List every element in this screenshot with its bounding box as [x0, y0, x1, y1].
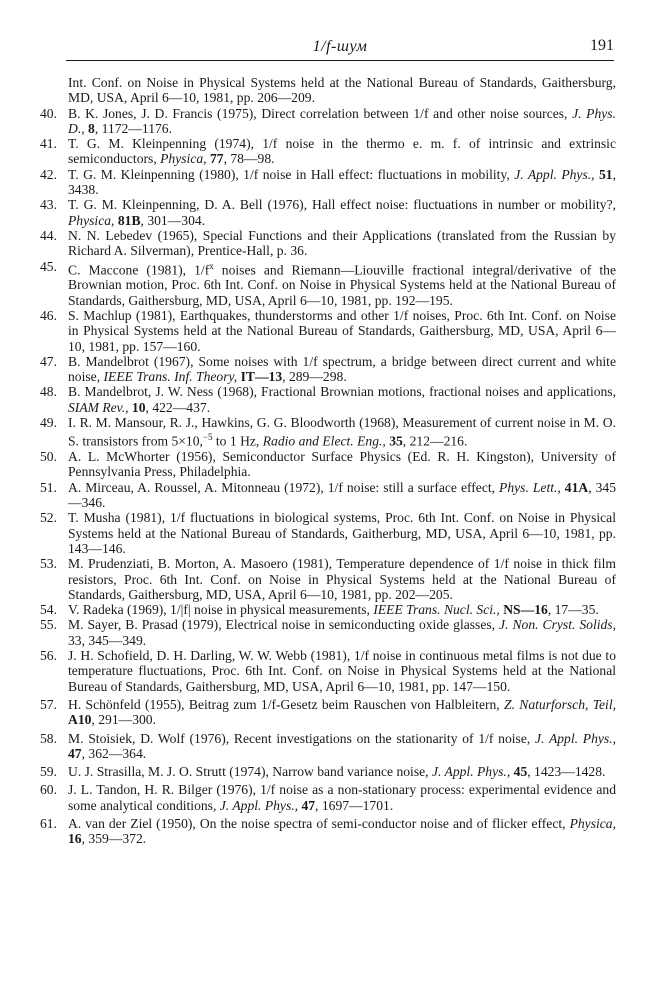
reference-text: , 78—98. [223, 151, 275, 167]
reference-number: 41. [40, 136, 57, 152]
reference-entry [40, 764, 616, 779]
reference-entry [40, 384, 616, 415]
reference-entry [40, 228, 616, 259]
reference-entry [40, 167, 616, 198]
reference-text: T. G. M. Kleinpenning (1980), 1/f noise in Hall effect: fluctuations in mobility, [68, 166, 515, 182]
reference-text: J. Appl. Phys., [514, 166, 595, 182]
reference-entry [40, 697, 616, 728]
reference-entry [40, 259, 616, 308]
reference-text: NS—16 [503, 602, 548, 618]
reference-text: , 1172—1176. [94, 120, 172, 136]
reference-entry [40, 415, 616, 449]
reference-text: Physica, [160, 151, 207, 167]
reference-text: to 1 Hz, [212, 433, 263, 449]
reference-entry [40, 197, 616, 228]
reference-number: 46. [40, 307, 57, 323]
reference-number: 45. [40, 258, 57, 274]
reference-text: M. Stoisiek, D. Wolf (1976), Recent investigations on the stationarity of 1/f noise, [68, 730, 536, 746]
reference-text: IEEE Trans. Nucl. Sci., [373, 602, 500, 618]
reference-text: 45 [513, 764, 528, 780]
reference-text: Physica, [569, 816, 616, 832]
reference-text: J. Appl. Phys., [431, 764, 511, 780]
reference-text: , 17—35. [547, 602, 599, 618]
reference-text: Int. Conf. on Noise in Physical Systems held at the National Bureau of Standards, Gaithersburg, MD, USA, April 6—10, 1981, pp. 206—209. [68, 75, 616, 106]
reference-text: J. Appl. Phys., [219, 797, 299, 813]
reference-text: Phys. Lett., [499, 479, 561, 495]
reference-text: 51 [598, 166, 613, 182]
reference-text: T. Musha (1981), 1/f fluctuations in biological systems, Proc. 6th Int. Conf. on Noise in Physical Systems held at the National Bureau of Standards, Gaitherburg, MD, USA, April 6—10, 1981, pp. 143—146. [68, 510, 616, 556]
reference-text: C. Maccone (1981), 1/f [68, 262, 210, 278]
reference-number: 50. [40, 449, 57, 465]
reference-entry [40, 731, 616, 762]
reference-text: A. Mirceau, A. Roussel, A. Mitonneau (1972), 1/f noise: still a surface effect, [68, 479, 500, 495]
reference-text: , 359—372. [81, 831, 147, 847]
reference-number: 48. [40, 384, 57, 400]
reference-text: B. Mandelbrot (1967), Some noises with 1/f spectrum, a bridge between direct current and white noise, [68, 353, 616, 385]
reference-number: 58. [40, 730, 57, 746]
reference-text: J. H. Schofield, D. H. Darling, W. W. Webb (1981), 1/f noise in continuous metal films is not due to temperature fluctuations, Proc. 6th Int. Conf. on Noise in Physical Systems held at the National Bureau of Standards, Gaithersburg, MD, USA, April 6—10, 1981, pp. 147—150. [68, 648, 616, 694]
reference-text: 10 [131, 399, 146, 415]
reference-number: 40. [40, 105, 57, 121]
reference-entry [40, 556, 616, 602]
reference-text: J. Non. Cryst. Solids, [499, 617, 616, 633]
page-header [66, 36, 614, 61]
reference-text: 41A [564, 479, 589, 495]
reference-number: 60. [40, 782, 57, 798]
reference-text: , 3438. [68, 166, 616, 198]
reference-text: J. Appl. Phys., [535, 730, 616, 746]
reference-text: , 1697—1701. [315, 797, 394, 813]
reference-text: V. Radeka (1969), 1/|f| noise in physical measurements, [68, 602, 374, 618]
reference-text: , 362—364. [81, 745, 147, 761]
reference-text: N. N. Lebedev (1965), Special Functions and their Applications (translated from the Russian by Richard A. Silverman), Prentice-Hall, p. 36. [68, 227, 616, 259]
reference-number: 52. [40, 510, 57, 526]
reference-entry [40, 816, 616, 847]
reference-text: T. G. M. Kleinpenning, D. A. Bell (1976), Hall effect noise: fluctuations in number or mobility?, [68, 197, 616, 213]
reference-text: , 301—304. [140, 212, 206, 228]
reference-number: 44. [40, 227, 57, 243]
page-number: 191 [590, 37, 614, 54]
reference-entry [40, 510, 616, 556]
reference-text: A. L. McWhorter (1956), Semiconductor Surface Physics (Ed. R. H. Kingston), University of Pennsylvania Press, Philadelphia. [68, 449, 616, 480]
reference-text: U. J. Strasilla, M. J. O. Strutt (1974), Narrow band variance noise, [68, 764, 432, 780]
reference-text: noises and Riemann—Liouville fractional integral/derivative of the Brownian motion, Proc. 6th Int. Conf. on Noise in Physical Systems held at the National Bureau of Standards, Gaithersburg, MD, USA, April 6—10, 1981, pp. 192—195. [68, 262, 616, 308]
reference-text: T. G. M. Kleinpenning (1974), 1/f noise in the thermo e. m. f. of intrinsic and extrinsic semiconductors, [68, 136, 616, 167]
reference-number: 51. [40, 479, 57, 495]
reference-entry [40, 354, 616, 385]
reference-text: 8 [88, 120, 95, 136]
reference-text: , 1423—1428. [527, 764, 606, 780]
reference-text: SIAM Rev., [68, 399, 129, 415]
reference-number: 43. [40, 197, 57, 213]
reference-text: IEEE Trans. Inf. Theory, [103, 369, 238, 385]
reference-number: 49. [40, 415, 57, 431]
reference-text: J. Phys. D., [68, 105, 616, 136]
reference-entry [40, 602, 616, 617]
reference-number: 57. [40, 696, 57, 712]
reference-text: Radio and Elect. Eng., [262, 433, 386, 449]
reference-text: , 212—216. [402, 433, 468, 449]
reference-text: M. Sayer, B. Prasad (1979), Electrical noise in semiconducting oxide glasses, [68, 617, 500, 633]
reference-entry [40, 648, 616, 694]
reference-text: 81B [117, 212, 141, 228]
reference-number: 47. [40, 353, 57, 369]
reference-text: 77 [209, 151, 224, 167]
reference-entry [40, 782, 616, 813]
reference-number: 55. [40, 617, 57, 633]
reference-number: 42. [40, 166, 57, 182]
reference-text: M. Prudenziati, B. Morton, A. Masoero (1981), Temperature dependence of 1/f noise in thick film resistors, Proc. 6th Int. Conf. on Noise in Physical Systems held at the National Bureau of Standards, Gaithersburg, MD, USA, April 6—10, 1981, pp. 202—205. [68, 556, 616, 602]
reference-entry [40, 480, 616, 511]
reference-text: A. van der Ziel (1950), On the noise spectra of semi-conductor noise and of flicker effect, [68, 816, 570, 832]
reference-text: , 291—300. [91, 712, 156, 728]
reference-text: 35 [389, 433, 403, 449]
reference-number: 61. [40, 816, 57, 832]
reference-text: , 345—346. [68, 479, 616, 511]
reference-number: 54. [40, 602, 57, 618]
reference-text: 47 [68, 745, 82, 761]
reference-number: 59. [40, 764, 57, 780]
reference-text: 16 [68, 831, 82, 847]
reference-number: 53. [40, 556, 57, 572]
reference-entry [40, 136, 616, 167]
reference-entry [40, 449, 616, 480]
reference-entry [40, 617, 616, 648]
reference-text: I. R. M. Mansour, R. J., Hawkins, G. G. Bloodworth (1968), Measurement of current noise in M. O. S. transistors from 5×10, [68, 415, 616, 449]
reference-text: B. Mandelbrot, J. W. Ness (1968), Fractional Brownian motions, fractional noises and applications, [68, 384, 616, 400]
running-title: 1/f-шум [312, 38, 368, 55]
reference-text: IT—13 [240, 369, 283, 385]
reference-text: J. L. Tandon, H. R. Bilger (1976), 1/f noise as a non-stationary process: experimental evidence and some analytical conditions, [68, 782, 616, 813]
reference-list [40, 75, 616, 847]
reference-text: 33, 345—349. [68, 632, 147, 648]
reference-entry [40, 75, 616, 106]
reference-text: S. Machlup (1981), Earthquakes, thunderstorms and other 1/f noises, Proc. 6th Int. Conf. on Noise in Physical Systems held at the National Bureau of Standards, Gaithersburg, MD, USA, April 6—10, 1981, pp. 157—160. [68, 307, 616, 354]
reference-text: −5 [202, 432, 213, 443]
reference-text: 47 [301, 797, 316, 813]
reference-text: x [209, 260, 214, 271]
reference-text: Z. Naturforsch, Teil, [504, 696, 616, 712]
reference-entry [40, 308, 616, 354]
reference-text: A10 [68, 712, 92, 728]
reference-text: B. K. Jones, J. D. Francis (1975), Direct correlation between 1/f and other noise sources, [68, 105, 573, 121]
reference-text: , 422—437. [145, 399, 211, 415]
reference-number: 56. [40, 648, 57, 664]
reference-text: H. Schönfeld (1955), Beitrag zum 1/f-Gesetz beim Rauschen von Halbleitern, [68, 696, 505, 712]
reference-entry [40, 106, 616, 137]
reference-text: , 289—298. [282, 369, 347, 385]
reference-text: Physica, [68, 212, 115, 228]
